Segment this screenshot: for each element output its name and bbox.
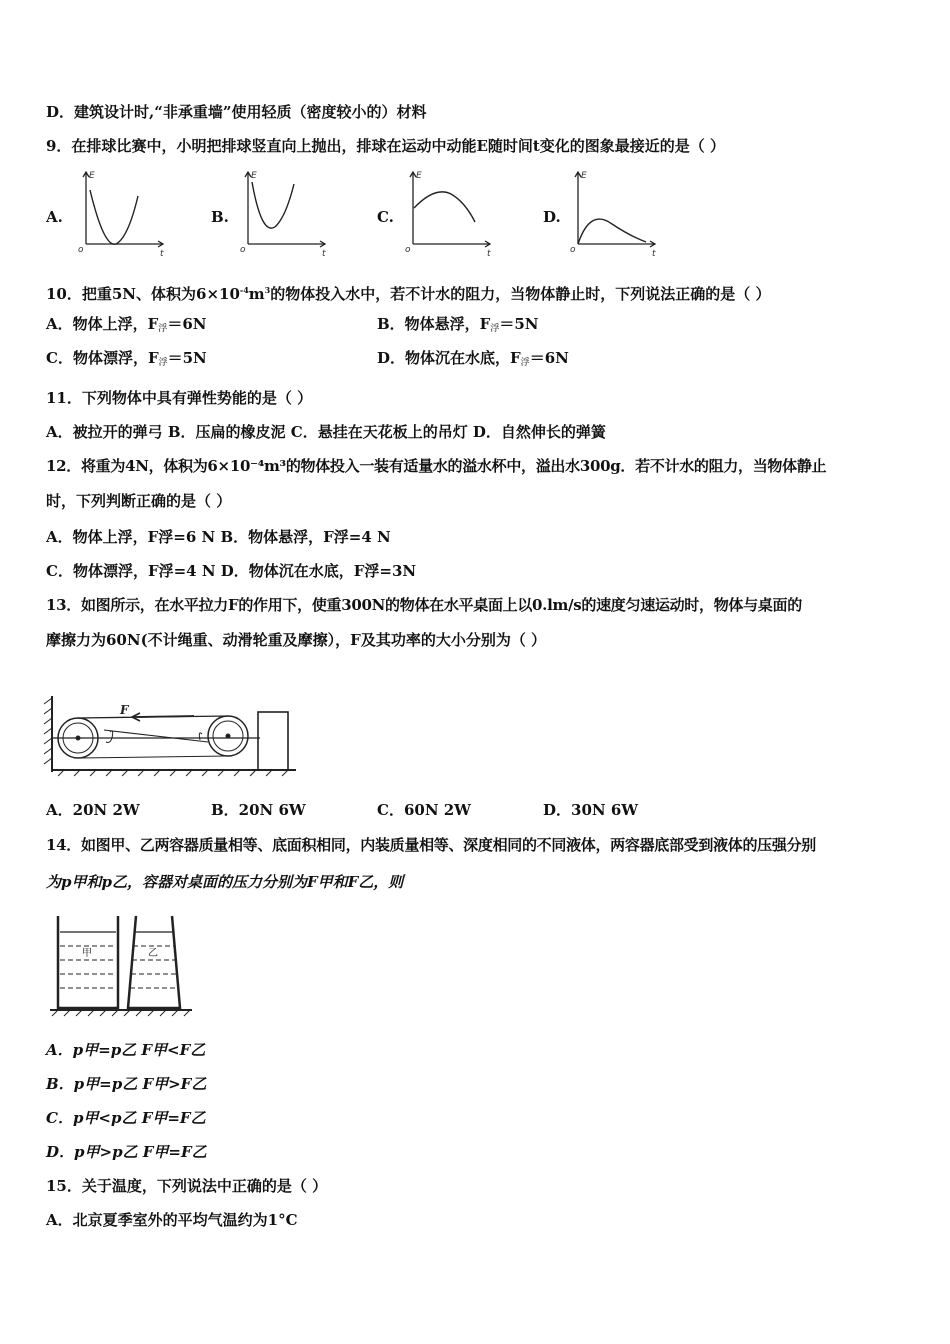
q13-option-b: B．20N 6W xyxy=(211,801,306,819)
q10-option-d: D．物体沉在水底，$F_浮=6N$ xyxy=(377,349,569,368)
q9-stem: 9．在排球比赛中，小明把排球竖直向上抛出，排球在运动中动能E随时间t变化的图象最接近的是（ ） xyxy=(46,137,726,155)
q13-stem-2: 摩擦力为60N(不计绳重、动滑轮重及摩擦），F及其功率的大小分别为（ ） xyxy=(46,631,547,649)
q10-option-a: A．物体上浮，$F_浮=6N$ xyxy=(46,315,207,334)
axis-t-label: t xyxy=(652,249,656,259)
q14-option-d: D．p甲>p乙 F甲=F乙 xyxy=(46,1143,207,1161)
q13-stem-1: 13．如图所示，在水平拉力F的作用下，使重300N的物体在水平桌面上以0.lm/s的速度匀速运动时，物体与桌面的 xyxy=(46,596,802,614)
q12-stem-2: 时，下列判断正确的是（ ） xyxy=(46,492,232,510)
q15-stem: 15．关于温度，下列说法中正确的是（ ） xyxy=(46,1177,328,1195)
q11-options: A．被拉开的弹弓 B．压扁的橡皮泥 C．悬挂在天花板上的吊灯 D．自然伸长的弹簧 xyxy=(46,423,606,441)
q14-stem-1: 14．如图甲、乙两容器质量相等、底面积相同，内装质量相等、深度相同的不同液体，两容器底部受到液体的压强分别 xyxy=(46,836,816,854)
axis-t-label: t xyxy=(160,249,164,259)
axis-t-label: t xyxy=(487,249,491,259)
q9-label-a: A. xyxy=(46,208,63,226)
q12-options-2: C．物体漂浮，F浮=4 N D．物体沉在水底，F浮=3N xyxy=(46,562,417,580)
q9-graph-d xyxy=(570,168,660,258)
q12-stem-1: 12．将重为4N，体积为6×10⁻⁴m³的物体投入一装有适量水的溢水杯中，溢出水300g．若不计水的阻力，当物体静止 xyxy=(46,457,827,475)
axis-origin-label: o xyxy=(570,245,576,255)
q9-graph-a xyxy=(78,168,168,258)
q14-option-c: C．p甲<p乙 F甲=F乙 xyxy=(46,1109,206,1127)
q9-label-b: B. xyxy=(211,208,229,226)
q8-option-d: D．建筑设计时,“非承重墙”使用轻质（密度较小的）材料 xyxy=(46,103,427,121)
container-yi-label: 乙 xyxy=(148,948,158,959)
q14-option-a: A．p甲=p乙 F甲<F乙 xyxy=(46,1041,206,1059)
q13-option-d: D．30N 6W xyxy=(543,801,639,819)
force-f-label: F xyxy=(120,703,129,717)
q9-graph-c xyxy=(405,168,495,258)
axis-e-label: E xyxy=(89,171,95,181)
q14-containers-figure xyxy=(48,910,198,1020)
axis-e-label: E xyxy=(251,171,257,181)
q11-stem: 11．下列物体中具有弹性势能的是（ ） xyxy=(46,389,313,407)
axis-origin-label: o xyxy=(78,245,84,255)
q9-graph-b xyxy=(240,168,330,258)
q15-option-a: A．北京夏季室外的平均气温约为1°C xyxy=(46,1211,298,1229)
axis-t-label: t xyxy=(322,249,326,259)
axis-origin-label: o xyxy=(240,245,246,255)
q12-options-1: A．物体上浮，F浮=6 N B．物体悬浮，F浮=4 N xyxy=(46,528,391,546)
q14-option-b: B．p甲=p乙 F甲>F乙 xyxy=(46,1075,207,1093)
axis-e-label: E xyxy=(581,171,587,181)
axis-e-label: E xyxy=(416,171,422,181)
q9-label-c: C. xyxy=(377,208,394,226)
container-jia-label: 甲 xyxy=(82,948,92,959)
q10-option-c: C．物体漂浮，$F_浮=5N$ xyxy=(46,349,207,368)
q13-pulley-figure xyxy=(44,690,304,780)
q13-option-a: A．20N 2W xyxy=(46,801,140,819)
axis-origin-label: o xyxy=(405,245,411,255)
q13-option-c: C．60N 2W xyxy=(377,801,472,819)
q10-option-b: B．物体悬浮，$F_浮=5N$ xyxy=(377,315,539,334)
q14-stem-2: 为p甲和p乙，容器对桌面的压力分别为F甲和F乙，则 xyxy=(46,873,404,891)
q9-label-d: D. xyxy=(543,208,561,226)
q10-stem: 10．把重5N、体积为$6\times 10^{-4}m^3$的物体投入水中，若不计水的阻力，当物体静止时，下列说法正确的是（ ） xyxy=(46,285,771,303)
